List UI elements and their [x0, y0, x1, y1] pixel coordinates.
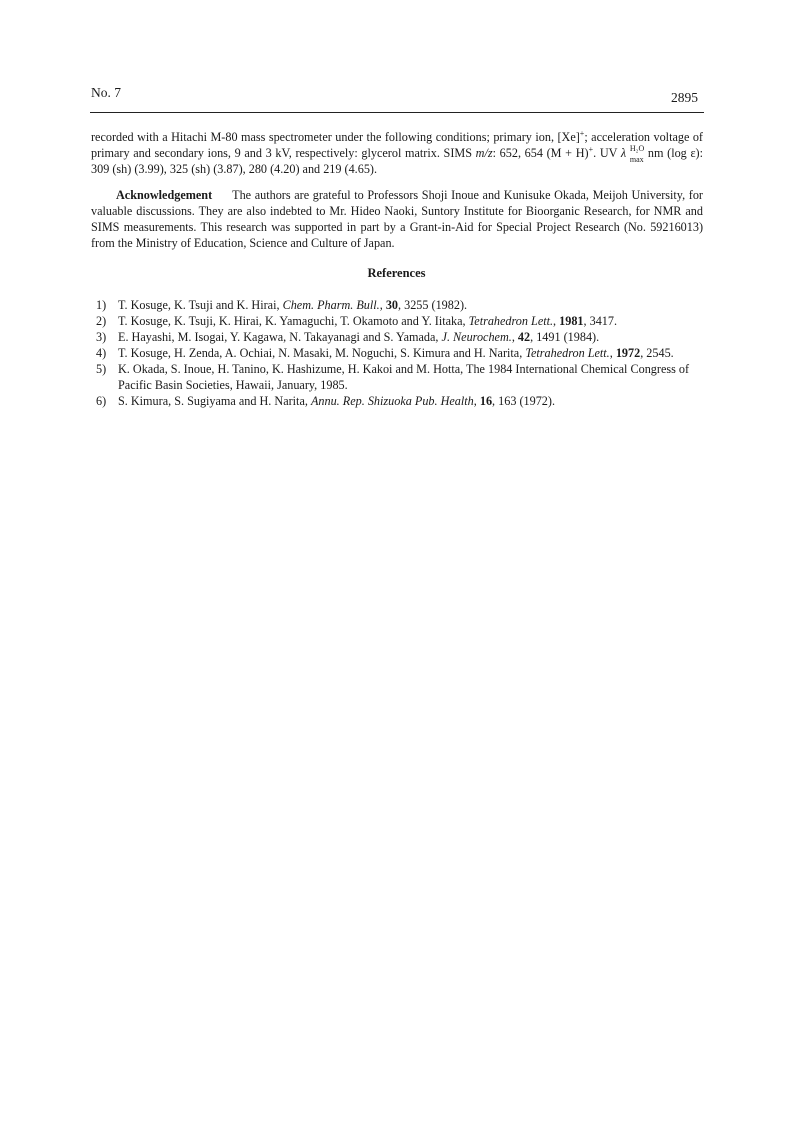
reference-authors: T. Kosuge, K. Tsuji and K. Hirai,	[118, 298, 283, 312]
reference-separator: ,	[609, 346, 616, 360]
reference-volume: 1981	[559, 314, 584, 328]
lambda-char: λ	[620, 146, 627, 160]
reference-rest: , 2545.	[640, 346, 674, 360]
reference-item	[91, 297, 703, 313]
header-rule	[90, 112, 704, 113]
page-number: 2895	[671, 90, 698, 105]
experimental-paragraph	[91, 129, 703, 177]
reference-number: 1)	[96, 298, 107, 312]
reference-item	[91, 329, 703, 345]
acknowledgement-text: The authors are grateful to Professors Shoji Inoue and Kunisuke Okada, Meijoh University, for valuable discussions. They are also indebted to Mr. Hideo Naoki, Suntory Institute for Bioorganic Research, for NMR and SIMS measurements. This research was supported in part by a Grant-in-Aid for Special Project Research (No. 59216013) from the Ministry of Education, Science and Culture of Japan.	[91, 188, 703, 250]
reference-journal: Chem. Pharm. Bull.	[282, 298, 380, 312]
para-text: ; acceleration voltage of primary and secondary ions, 9 and 3 kV, respectively: glycerol matrix. SIMS	[91, 130, 703, 160]
reference-number: 5)	[96, 362, 107, 376]
para-text: . UV	[593, 146, 621, 160]
reference-journal: Tetrahedron Lett.	[468, 314, 554, 328]
reference-authors: T. Kosuge, K. Tsuji, K. Hirai, K. Yamaguchi, T. Okamoto and Y. Iitaka,	[118, 314, 469, 328]
reference-number: 6)	[96, 394, 107, 408]
reference-journal: J. Neurochem.	[441, 330, 512, 344]
acknowledgement-heading: Acknowledgement	[116, 188, 213, 202]
reference-item	[91, 361, 703, 393]
issue-number: No. 7	[91, 85, 121, 100]
para-text: recorded with a Hitachi M-80 mass spectrometer under the following conditions; primary ion, [Xe]	[91, 130, 580, 144]
reference-volume: 1972	[615, 346, 641, 360]
reference-authors: S. Kimura, S. Sugiyama and H. Narita,	[118, 394, 311, 408]
lambda-subscript: max	[629, 155, 644, 164]
reference-number: 3)	[96, 330, 107, 344]
reference-item	[91, 313, 703, 329]
reference-authors: K. Okada, S. Inoue, H. Tanino, K. Hashizume, H. Kakoi and M. Hotta, The 1984 International Chemical Congress of Pacific Basin Societies, Hawaii, January, 1985.	[118, 362, 690, 392]
reference-number: 2)	[96, 314, 107, 328]
lambda-max-symbol	[620, 144, 648, 164]
reference-journal: Tetrahedron Lett.	[525, 346, 610, 360]
lambda-superscript: H₂O	[629, 144, 645, 153]
reference-separator: ,	[473, 394, 480, 408]
superscript-plus: +	[588, 144, 594, 154]
acknowledgement-paragraph	[91, 187, 703, 251]
superscript-plus: +	[579, 128, 585, 138]
reference-journal: Annu. Rep. Shizuoka Pub. Health	[310, 394, 474, 408]
reference-separator: ,	[511, 330, 518, 344]
reference-separator: ,	[553, 314, 560, 328]
reference-number: 4)	[96, 346, 107, 360]
reference-volume: 16	[479, 394, 493, 408]
reference-item	[91, 393, 703, 409]
reference-authors: E. Hayashi, M. Isogai, Y. Kagawa, N. Takayanagi and S. Yamada,	[118, 330, 442, 344]
para-text: : 652, 654 (M + H)	[492, 146, 589, 160]
mz-symbol: m/z	[475, 146, 493, 160]
reference-rest: , 163 (1972).	[492, 394, 556, 408]
reference-rest: , 3417.	[583, 314, 618, 328]
reference-rest: , 3255 (1982).	[398, 298, 468, 312]
reference-item	[91, 345, 703, 361]
references-title: References	[367, 266, 426, 280]
reference-authors: T. Kosuge, H. Zenda, A. Ochiai, N. Masaki, M. Noguchi, S. Kimura and H. Narita,	[118, 346, 526, 360]
reference-list	[91, 297, 703, 409]
reference-rest: , 1491 (1984).	[530, 330, 600, 344]
reference-volume: 42	[517, 330, 531, 344]
reference-volume: 30	[385, 298, 398, 312]
para-text: nm (log ε): 309 (sh) (3.99), 325 (sh) (3.87), 280 (4.20) and 219 (4.65).	[91, 146, 704, 176]
reference-separator: ,	[379, 298, 386, 312]
